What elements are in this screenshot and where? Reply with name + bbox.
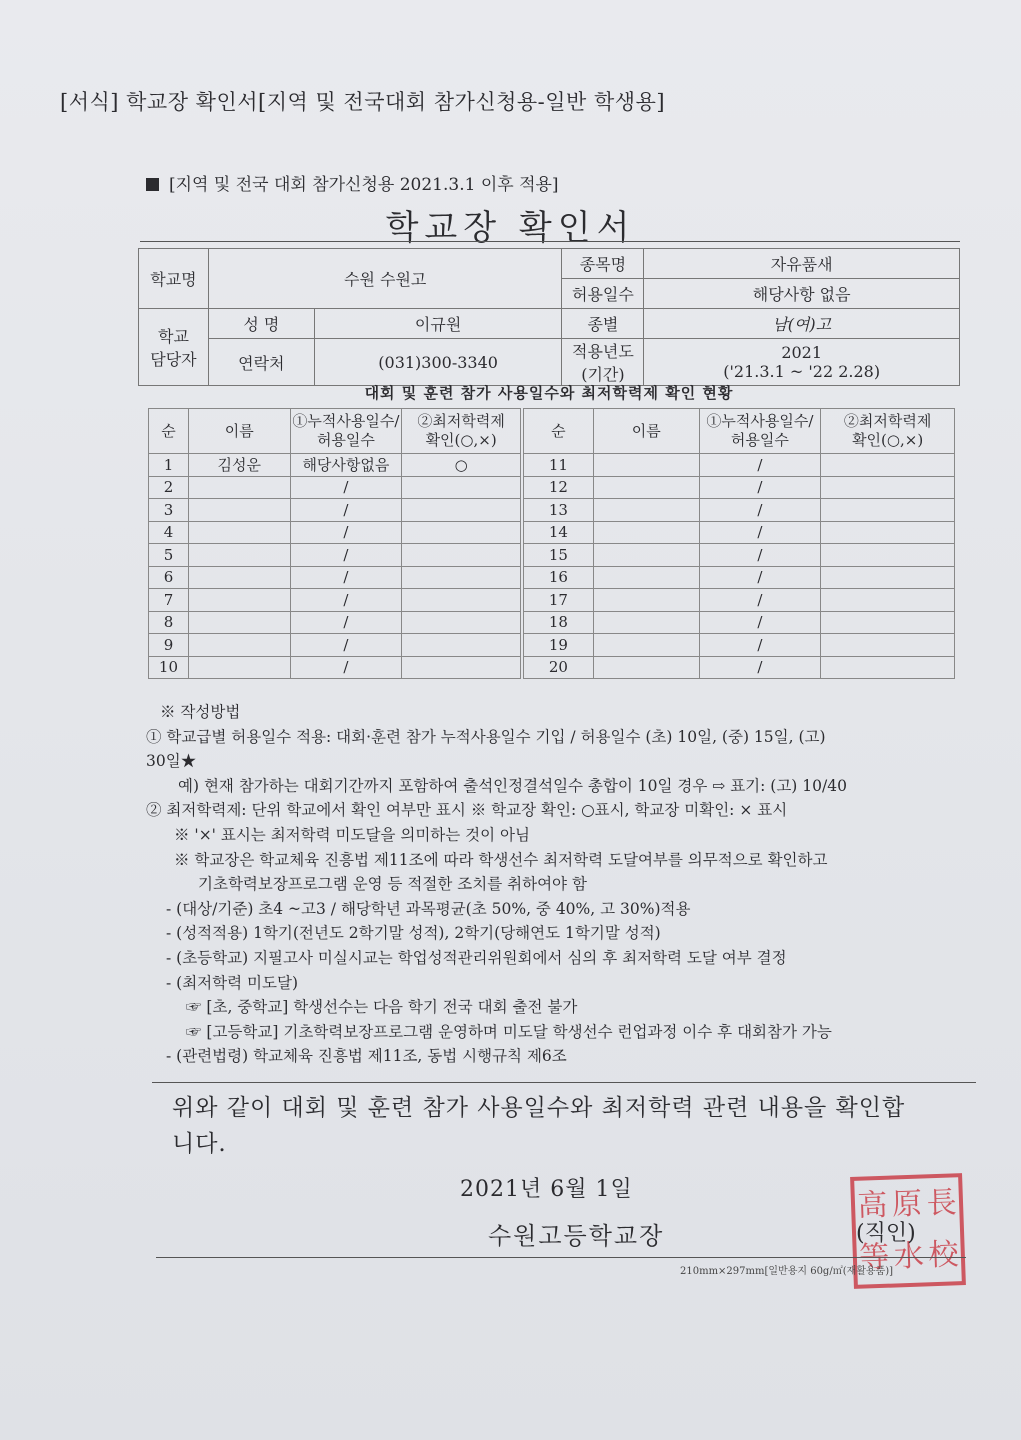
row-name: [188, 611, 290, 634]
note-line: 30일★: [146, 752, 197, 771]
row-name: [188, 634, 290, 657]
note-line: 예) 현재 참가하는 대회기간까지 포함하여 출석인정결석일수 총합이 10일 경우 ⇨ 표기: (고) 10/40: [178, 776, 847, 795]
row-no: 1: [149, 454, 189, 477]
row-no: 16: [524, 566, 594, 589]
note-line: - (성적적용) 1학기(전년도 2학기말 성적), 2학기(당해연도 1학기말 성적): [166, 924, 661, 943]
row-no: 3: [149, 499, 189, 522]
row-days: /: [699, 611, 821, 634]
row-no: 17: [524, 589, 594, 612]
col-no: 순: [524, 409, 594, 454]
notes-divider: [152, 1082, 976, 1083]
row-days: /: [699, 544, 821, 567]
event-value: 자유품새: [644, 249, 960, 279]
row-no: 19: [524, 634, 594, 657]
table-row: [524, 499, 955, 522]
year-label-line2: (기간): [581, 365, 625, 384]
col-check-line1: ②최저학력제: [417, 412, 505, 430]
row-check: [821, 476, 955, 499]
table-row: [524, 589, 955, 612]
row-no: 2: [149, 476, 189, 499]
seal-char: 校: [927, 1237, 960, 1274]
col-days-line1: ①누적사용일수/: [706, 412, 814, 430]
row-days: /: [290, 656, 402, 679]
staff-label-line2: 담당자: [150, 350, 197, 369]
participation-table-right: [523, 408, 955, 679]
note-line: ① 학교급별 허용일수 적용: 대회·훈련 참가 누적사용일수 기입 / 허용일수 (초) 10일, (중) 15일, (고): [146, 727, 826, 746]
confirmation-statement: [172, 1090, 905, 1162]
status-caption: 대회 및 훈련 참가 사용일수와 최저학력제 확인 현황: [364, 384, 734, 402]
col-check: [821, 409, 955, 454]
note-line: ② 최저학력제: 단위 학교에서 확인 여부만 표시 ※ 학교장 확인: ○표시, 학교장 미확인: × 표시: [146, 801, 788, 820]
row-check: [402, 566, 521, 589]
year-label-line1: 적용년도: [572, 342, 634, 361]
note-line: - (초등학교) 지필고사 미실시교는 학업성적관리위원회에서 심의 후 최저학력 도달 여부 결정: [166, 948, 787, 967]
row-days: /: [699, 476, 821, 499]
document-title: 학교장 확인서: [385, 208, 636, 248]
col-check: [402, 409, 521, 454]
table-row: [149, 476, 521, 499]
row-days: /: [699, 589, 821, 612]
table-row: [524, 566, 955, 589]
year-value: [644, 339, 960, 386]
note-line: 기초학력보장프로그램 운영 등 적절한 조치를 취하여야 함: [198, 875, 587, 894]
table-row: [149, 499, 521, 522]
table-row: [149, 521, 521, 544]
row-check: [402, 634, 521, 657]
row-check: [821, 589, 955, 612]
participation-table-left: [148, 408, 521, 679]
row-check: [402, 521, 521, 544]
row-days: /: [290, 499, 402, 522]
row-no: 9: [149, 634, 189, 657]
name-value: 이규원: [314, 309, 562, 339]
row-check: [821, 499, 955, 522]
note-line: ※ '×' 표시는 최저학력 미도달을 의미하는 것이 아님: [174, 825, 530, 844]
note-line: - (대상/기준) 초4 ~고3 / 해당학년 과목평균(초 50%, 중 40%, 고 30%)적용: [166, 899, 691, 918]
row-no: 11: [524, 454, 594, 477]
staff-label: [139, 309, 209, 386]
seal-char: 原: [891, 1186, 923, 1223]
row-days: /: [699, 521, 821, 544]
title-divider: [140, 241, 960, 242]
row-days: /: [699, 454, 821, 477]
row-no: 4: [149, 521, 189, 544]
row-days: /: [699, 499, 821, 522]
table-row: [524, 611, 955, 634]
row-name: [188, 656, 290, 679]
row-no: 20: [524, 656, 594, 679]
row-days: /: [290, 566, 402, 589]
col-days-line2: 허용일수: [316, 431, 375, 449]
row-name: [188, 566, 290, 589]
row-days: /: [290, 521, 402, 544]
table-row: [149, 656, 521, 679]
paper-size-note: 210mm×297mm[일반용지 60g/㎡(재활용품)]: [680, 1266, 894, 1277]
col-check-line2: 확인(○,×): [852, 431, 924, 449]
row-days: /: [699, 566, 821, 589]
row-check: [821, 611, 955, 634]
row-no: 8: [149, 611, 189, 634]
row-no: 6: [149, 566, 189, 589]
row-check: [402, 544, 521, 567]
seal-char: 水: [893, 1238, 925, 1275]
row-name: [188, 544, 290, 567]
col-check-line1: ②최저학력제: [843, 412, 932, 430]
year-label: [562, 339, 644, 386]
col-days: [699, 409, 821, 454]
row-name: [593, 454, 699, 477]
contact-label: 연락처: [208, 339, 314, 386]
row-name: [593, 499, 699, 522]
row-check: [821, 566, 955, 589]
table-row: [524, 656, 955, 679]
row-name: [188, 476, 290, 499]
table-row: [524, 454, 955, 477]
note-line: ☞ [고등학교] 기초학력보장프로그램 운영하며 미도달 학생선수 런업과정 이수 후 대회참가 가능: [186, 1022, 832, 1041]
subheading-text: [지역 및 전국 대회 참가신청용 2021.3.1 이후 적용]: [169, 175, 559, 195]
confirm-line-1: 위와 같이 대회 및 훈련 참가 사용일수와 최저학력 관련 내용을 확인합: [172, 1095, 906, 1121]
table-row: [524, 521, 955, 544]
table-row: [149, 544, 521, 567]
row-name: [593, 634, 699, 657]
row-no: 18: [524, 611, 594, 634]
seal-label: (직인): [856, 1221, 916, 1246]
seal-char: 等: [858, 1239, 890, 1276]
row-no: 15: [524, 544, 594, 567]
seal-char: 長: [926, 1185, 958, 1222]
table-row: [524, 476, 955, 499]
subheading: [146, 170, 559, 195]
row-no: 7: [149, 589, 189, 612]
row-days: /: [699, 656, 821, 679]
row-days: /: [290, 611, 402, 634]
table-row: [149, 611, 521, 634]
issue-date: 2021년 6월 1일: [460, 1177, 633, 1202]
row-name: [593, 544, 699, 567]
row-no: 12: [524, 476, 594, 499]
row-name: [593, 521, 699, 544]
row-name: [188, 521, 290, 544]
col-name: 이름: [593, 409, 699, 454]
year-value-line1: 2021: [781, 343, 823, 362]
row-name: 김성운: [188, 454, 290, 477]
table-row: [149, 634, 521, 657]
row-days: /: [290, 476, 402, 499]
row-name: [188, 589, 290, 612]
row-check: [402, 656, 521, 679]
staff-label-line1: 학교: [157, 327, 189, 346]
row-check: [402, 589, 521, 612]
gender-value: 남(여)고: [644, 309, 960, 339]
row-days: /: [290, 544, 402, 567]
principal-title: 수원고등학교장: [488, 1222, 665, 1250]
row-days: /: [290, 589, 402, 612]
row-no: 5: [149, 544, 189, 567]
row-check: [821, 454, 955, 477]
name-label: 성 명: [208, 309, 314, 339]
table-row: [149, 589, 521, 612]
row-no: 10: [149, 656, 189, 679]
row-name: [593, 566, 699, 589]
row-days: /: [699, 634, 821, 657]
row-name: [593, 656, 699, 679]
row-name: [188, 499, 290, 522]
table-row: [524, 544, 955, 567]
row-days: 해당사항없음: [290, 454, 402, 477]
col-days: [290, 409, 402, 454]
school-value: 수원 수원고: [208, 249, 562, 309]
row-check: [821, 656, 955, 679]
row-check: [402, 611, 521, 634]
note-line: ※ 학교장은 학교체육 진흥법 제11조에 따라 학생선수 최저학력 도달여부를 의무적으로 확인하고: [174, 850, 828, 869]
contact-value: (031)300-3340: [314, 339, 562, 386]
row-check: [402, 499, 521, 522]
row-no: 14: [524, 521, 594, 544]
col-no: 순: [149, 409, 189, 454]
gender-label: 종별: [562, 309, 644, 339]
seal-char: 高: [856, 1187, 889, 1224]
year-value-line2: ('21.3.1 ~ '22 2.28): [723, 362, 881, 381]
col-check-line2: 확인(○,×): [425, 431, 497, 449]
row-name: [593, 611, 699, 634]
col-days-line1: ①누적사용일수/: [292, 412, 400, 430]
row-no: 13: [524, 499, 594, 522]
event-label: 종목명: [562, 249, 644, 279]
footer-divider: [156, 1257, 966, 1258]
note-line: - (최저학력 미도달): [166, 973, 298, 992]
square-bullet-icon: [146, 178, 159, 191]
table-row: [524, 634, 955, 657]
row-name: [593, 476, 699, 499]
col-days-line2: 허용일수: [730, 431, 789, 449]
row-check: [821, 634, 955, 657]
row-check: [821, 544, 955, 567]
table-row: [149, 566, 521, 589]
note-line: ※ 작성방법: [160, 703, 241, 721]
form-title: [서식] 학교장 확인서[지역 및 전국대회 참가신청용-일반 학생용]: [60, 90, 666, 114]
row-name: [593, 589, 699, 612]
info-table: [138, 248, 960, 386]
row-days: /: [290, 634, 402, 657]
note-line: - (관련법령) 학교체육 진흥법 제11조, 동법 시행규칙 제6조: [166, 1047, 567, 1066]
school-label: 학교명: [139, 249, 209, 309]
allowed-days-value: 해당사항 없음: [644, 279, 960, 309]
allowed-days-label: 허용일수: [562, 279, 644, 309]
table-row: [149, 454, 521, 477]
row-check: ○: [402, 454, 521, 477]
note-line: ☞ [초, 중학교] 학생선수는 다음 학기 전국 대회 출전 불가: [186, 998, 578, 1017]
confirm-line-2: 니다.: [172, 1131, 227, 1157]
writing-notes: [146, 700, 972, 1069]
col-name: 이름: [188, 409, 290, 454]
row-check: [821, 521, 955, 544]
row-check: [402, 476, 521, 499]
